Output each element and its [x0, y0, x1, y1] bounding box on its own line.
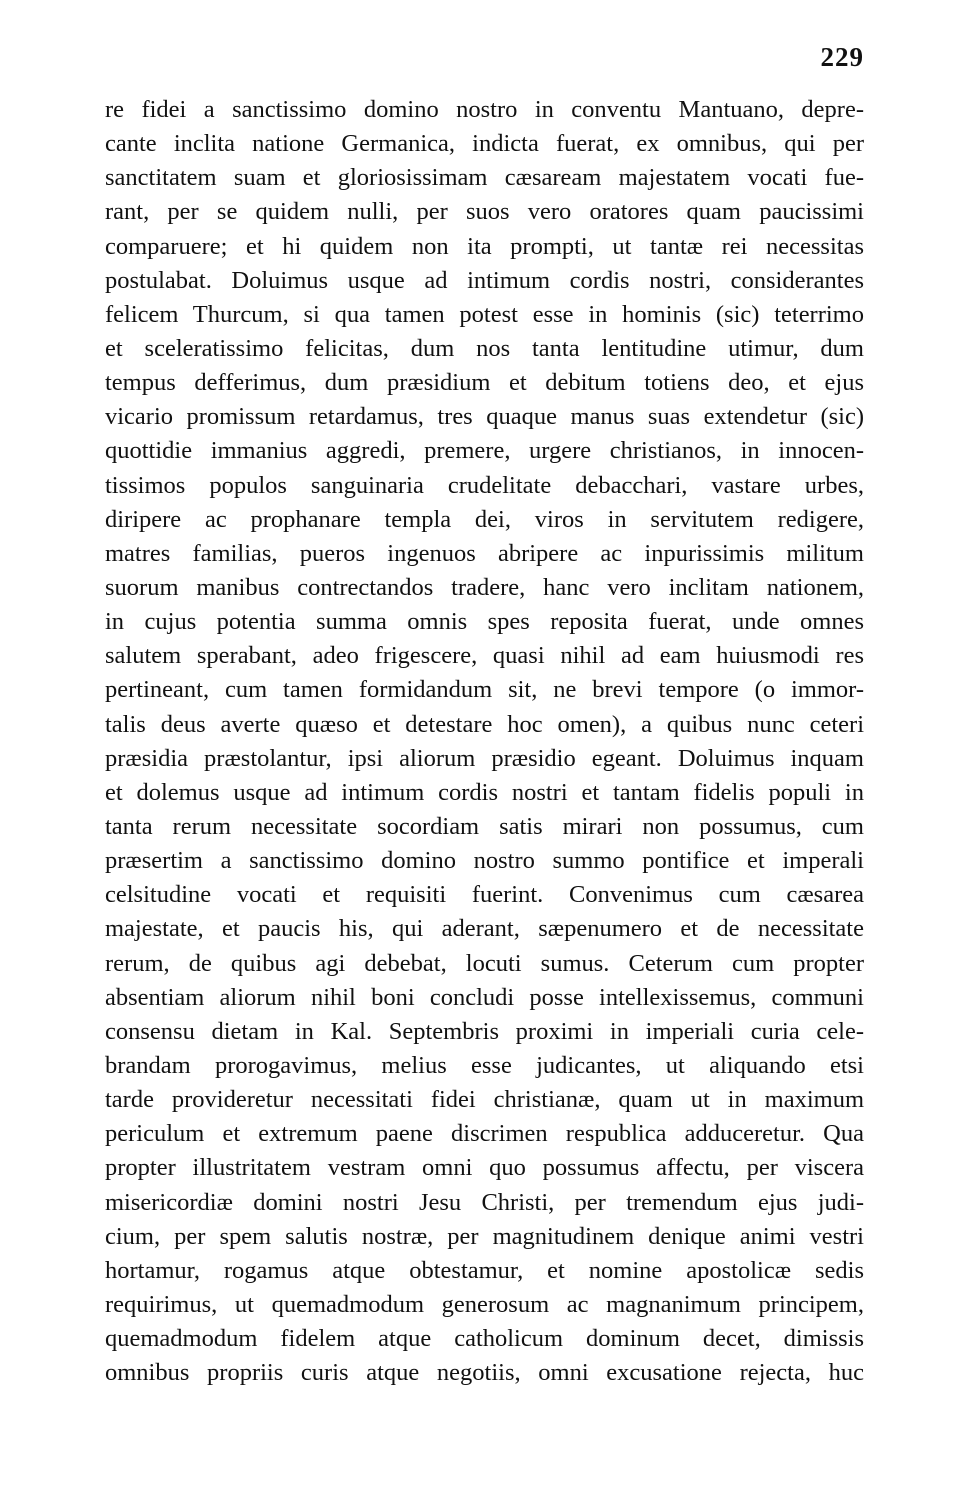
- text-line: brandam prorogavimus, melius esse judicantes, ut aliquando etsi: [105, 1051, 864, 1079]
- text-line: tanta rerum necessitate socordiam satis mirari non possumus, cum: [105, 812, 864, 840]
- text-line: talis deus averte quæso et detestare hoc omen), a quibus nunc ceteri: [105, 710, 864, 738]
- text-line: præsertim a sanctissimo domino nostro summo pontifice et imperali: [105, 847, 864, 875]
- text-line: re fidei a sanctissimo domino nostro in conventu Mantuano, depre-: [105, 96, 864, 123]
- text-line: cium, per spem salutis nostræ, per magnitudinem denique animi vestri: [105, 1222, 864, 1250]
- text-line: et sceleratissimo felicitas, dum nos tanta lentitudine utimur, dum: [105, 334, 864, 362]
- body-text: [105, 93, 864, 1390]
- text-line: salutem sperabant, adeo frigescere, quasi nihil ad eam huiusmodi res: [105, 642, 864, 670]
- text-line: omnibus propriis curis atque negotiis, omni excusatione rejecta, huc: [105, 1359, 864, 1387]
- text-line: celsitudine vocati et requisiti fuerint. Convenimus cum cæsarea: [105, 881, 864, 909]
- text-line: diripere ac prophanare templa dei, viros in servitutem redigere,: [105, 505, 864, 533]
- text-line: rant, per se quidem nulli, per suos vero oratores quam paucissimi: [105, 198, 864, 226]
- text-line: postulabat. Doluimus usque ad intimum cordis nostri, considerantes: [105, 266, 864, 294]
- text-line: felicem Thurcum, si qua tamen potest esse in hominis (sic) teterrimo: [105, 300, 864, 328]
- text-line: tissimos populos sanguinaria crudelitate debacchari, vastare urbes,: [105, 471, 864, 499]
- text-line: in cujus potentia summa omnis spes reposita fuerat, unde omnes: [105, 608, 864, 636]
- text-line: quemadmodum fidelem atque catholicum dominum decet, dimissis: [105, 1325, 864, 1353]
- text-line: tarde provideretur necessitati fidei christianæ, quam ut in maximum: [105, 1086, 864, 1114]
- text-line: misericordiæ domini nostri Jesu Christi, per tremendum ejus judi-: [105, 1188, 864, 1216]
- text-line: periculum et extremum paene discrimen respublica adduceretur. Qua: [105, 1120, 864, 1148]
- text-line: comparuere; et hi quidem non ita prompti, ut tantæ rei necessitas: [105, 232, 864, 260]
- text-line: pertineant, cum tamen formidandum sit, ne brevi tempore (o immor-: [105, 676, 864, 704]
- text-line: majestate, et paucis his, qui aderant, sæpenumero et de necessitate: [105, 915, 864, 943]
- text-line: sanctitatem suam et gloriosissimam cæsaream majestatem vocati fue-: [105, 164, 864, 192]
- text-line: præsidia præstolantur, ipsi aliorum præsidio egeant. Doluimus inquam: [105, 744, 864, 772]
- text-line: absentiam aliorum nihil boni concludi posse intellexissemus, communi: [105, 983, 864, 1011]
- text-line: tempus defferimus, dum præsidium et debitum totiens deo, et ejus: [105, 369, 864, 397]
- text-line: requirimus, ut quemadmodum generosum ac magnanimum principem,: [105, 1290, 864, 1318]
- text-line: consensu dietam in Kal. Septembris proximi in imperiali curia cele-: [105, 1017, 864, 1045]
- text-line: suorum manibus contrectandos tradere, hanc vero inclitam nationem,: [105, 573, 864, 601]
- page-number: 229: [820, 42, 864, 72]
- text-line: propter illustritatem vestram omni quo possumus affectu, per viscera: [105, 1154, 864, 1182]
- text-line: quottidie immanius aggredi, premere, urgere christianos, in innocen-: [105, 437, 864, 465]
- text-line: et dolemus usque ad intimum cordis nostri et tantam fidelis populi in: [105, 778, 864, 806]
- text-line: rerum, de quibus agi debebat, locuti sumus. Ceterum cum propter: [105, 949, 864, 977]
- text-line: hortamur, rogamus atque obtestamur, et nomine apostolicæ sedis: [105, 1256, 864, 1284]
- text-line: cante inclita natione Germanica, indicta fuerat, ex omnibus, qui per: [105, 130, 864, 158]
- text-line: matres familias, pueros ingenuos abripere ac inpurissimis militum: [105, 539, 864, 567]
- text-line: vicario promissum retardamus, tres quaque manus suas extendetur (sic): [105, 403, 864, 431]
